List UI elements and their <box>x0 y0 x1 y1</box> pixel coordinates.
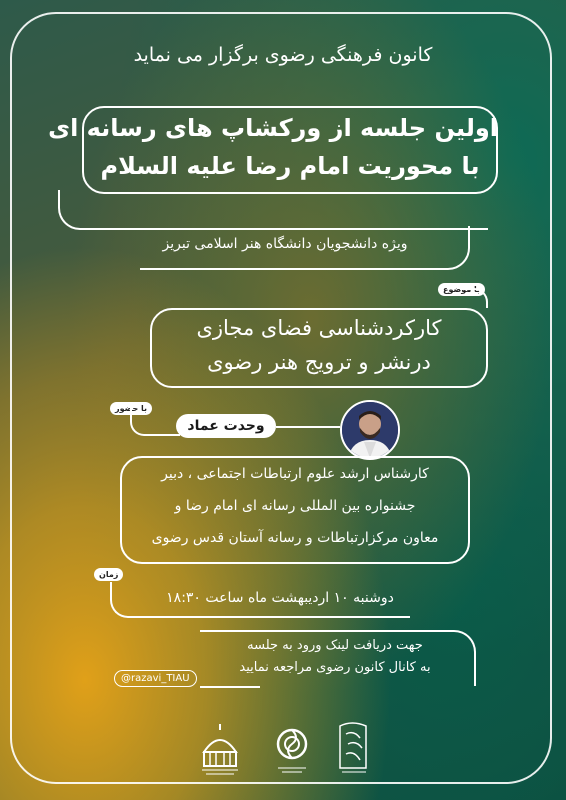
avatar <box>340 400 400 460</box>
calligraphy-logo-icon <box>332 716 376 776</box>
speaker-connector <box>130 408 180 436</box>
handle-line <box>200 686 260 688</box>
speaker-name: وحدت عماد <box>187 418 265 434</box>
topic-connector <box>460 288 488 308</box>
connector-bubble-1 <box>58 190 488 230</box>
topic-line2: درنشر و ترویج هنر رضوی <box>207 350 431 374</box>
time-tag: زمان <box>94 568 123 581</box>
astan-quds-logo-icon <box>198 722 242 778</box>
bio-line2: جشنواره بین المللی رسانه ای امام رضا و <box>174 498 416 514</box>
link-line2: به کانال کانون رضوی مراجعه نمایید <box>239 660 431 675</box>
workshop-line1: اولین جلسه از ورکشاپ های رسانه ای <box>48 114 498 142</box>
topic-tag: با موضوع <box>438 283 485 296</box>
header-title: کانون فرهنگی رضوی برگزار می نماید <box>133 44 433 66</box>
link-line1: جهت دریافت لینک ورود به جلسه <box>247 638 423 653</box>
university-logo-icon <box>270 722 314 778</box>
channel-handle[interactable]: @razavi_TIAU <box>114 670 197 687</box>
speaker-tag: با حضور <box>110 402 152 415</box>
bio-line1: کارشناس ارشد علوم ارتباطات اجتماعی ، دبیر <box>161 466 429 482</box>
audience-text: ویژه دانشجویان دانشگاه هنر اسلامی تبریز <box>162 236 408 252</box>
time-text: دوشنبه ۱۰ اردیبهشت ماه ساعت ۱۸:۳۰ <box>166 590 394 606</box>
workshop-line2: با محوریت امام رضا علیه السلام <box>100 152 480 180</box>
speaker-line <box>276 426 340 428</box>
topic-line1: کارکردشناسی فضای مجازی <box>196 316 442 340</box>
avatar-photo-icon <box>342 402 398 458</box>
bio-line3: معاون مرکزارتباطات و رسانه آستان قدس رضوی <box>151 530 439 546</box>
